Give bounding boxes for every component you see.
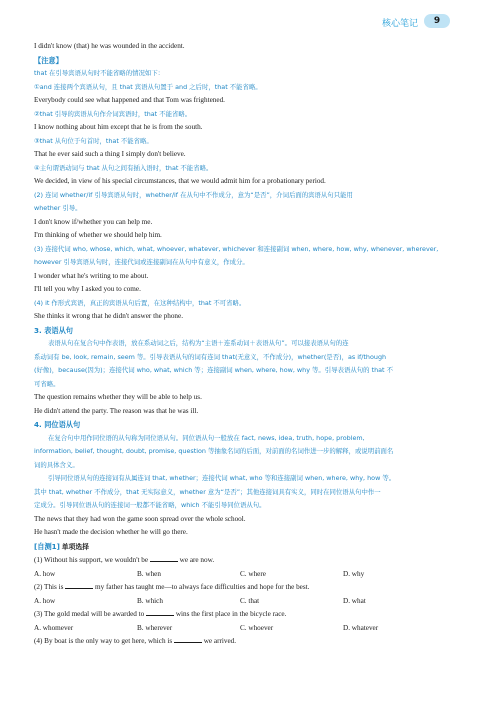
answer-option[interactable]: C. that <box>240 596 260 605</box>
text-line: 表语从句在复合句中作表语，放在系动词之后，结构为“主语＋连系动词＋表语从句”。可以接表语从句的连 <box>48 339 349 347</box>
answer-blank[interactable] <box>146 609 174 616</box>
section-heading: 3. 表语从句 <box>34 325 73 335</box>
text-line: Everybody could see what happened and that Tom was frightened. <box>34 96 225 104</box>
answer-option[interactable]: D. what <box>343 596 366 605</box>
answer-option[interactable]: A. how <box>34 569 56 578</box>
question-text: (3) The gold medal will be awarded to <box>34 610 145 618</box>
answer-option[interactable]: C. where <box>240 569 266 578</box>
option-row <box>34 568 448 582</box>
text-line: 词的具体含义。 <box>34 460 79 469</box>
text-line: He didn't attend the party. The reason was that he was ill. <box>34 406 199 415</box>
text-line: whether 引导。 <box>34 204 82 212</box>
text-line: however 引导宾语从句时，连接代词或连接副词在从句中有意义，作成分。 <box>34 258 249 266</box>
text-line: 可省略。 <box>34 379 60 388</box>
answer-option[interactable]: D. why <box>343 569 365 578</box>
text-line: ①and 连接两个宾语从句，且 that 宾语从句置于 and 之后时，that 不能省略。 <box>34 82 262 91</box>
question-list <box>34 554 448 649</box>
text-line: (3) 连接代词 who, whose, which, what, whoever, whatever, whichever 和连接副词 when, where, how, why, whenever, wherever, <box>34 244 439 253</box>
text-line: ③that 从句位于句首时，that 不能省略。 <box>34 136 153 145</box>
text-line: The news that they had won the game soon spread over the whole school. <box>34 514 246 523</box>
notes-lines <box>34 40 448 540</box>
text-line: I'll tell you why I asked you to come. <box>34 285 141 293</box>
text-line: The question remains whether they will be able to help us. <box>34 393 202 401</box>
answer-option[interactable]: A. whomever <box>34 623 74 632</box>
section-title: 核心笔记 <box>381 19 418 29</box>
text-line: ②that 引导的宾语从句作介词宾语时，that 不能省略。 <box>34 109 192 118</box>
text-line: He hasn't made the decision whether he will go there. <box>34 528 188 536</box>
page-number-badge: 9 <box>424 14 450 28</box>
question-text: (2) This is <box>34 583 64 591</box>
section-heading: 【注意】 <box>34 55 63 65</box>
question-text: (1) Without his support, we wouldn't be <box>34 556 149 564</box>
exercise-label: [自测1] <box>34 541 60 551</box>
option-row <box>34 622 448 636</box>
text-line: I know nothing about him except that he is from the south. <box>34 123 203 131</box>
text-line: (好像)，because(因为)；连接代词 who, what, which 等；连接副词 when, where, how, why 等。引导表语从句的 that 不 <box>34 366 393 374</box>
text-line: 系动词有 be, look, remain, seem 等。引导表语从句的词有连词 that(无意义，不作成分)，whether(是否)，as if/though <box>34 352 387 361</box>
answer-option[interactable]: D. whatever <box>343 623 379 632</box>
text-line: (4) it 作形式宾语，真正的宾语从句后置，在这种结构中，that 不可省略。 <box>34 298 246 307</box>
text-line: I don't know if/whether you can help me. <box>34 217 153 226</box>
text-line: information, belief, thought, doubt, promise, question 等抽象名词的后面，对前面的名词作进一步的解释，或说明前面名 <box>34 447 394 455</box>
exercise-title: 单项选择 <box>61 542 89 551</box>
exercise-section <box>34 540 448 649</box>
text-line: 定成分。引导同位语从句的连接词一般都不能省略，which 不能引导同位语从句。 <box>34 501 266 509</box>
answer-blank[interactable] <box>150 555 178 562</box>
page-header <box>0 14 480 32</box>
section-heading: 4. 同位语从句 <box>34 420 81 429</box>
notes-body <box>34 40 448 649</box>
question-stem <box>34 554 448 568</box>
question-text: (4) By boat is the only way to get here, which is <box>34 637 173 645</box>
answer-option[interactable]: B. which <box>137 596 163 605</box>
option-row <box>34 595 448 609</box>
text-line: ④主句谓语动词与 that 从句之间有插入语时，that 不能省略。 <box>34 163 213 172</box>
question-stem <box>34 608 448 622</box>
text-line: 其中 that, whether 不作成分，that 无实际意义，whether 意为“是否”；其他连接词具有实义，同时在同位语从句中作一 <box>34 487 381 496</box>
answer-option[interactable]: B. when <box>137 569 161 578</box>
text-line: 在复合句中用作同位语的从句称为同位语从句。同位语从句一般放在 fact, news, idea, truth, hope, problem, <box>48 433 365 442</box>
text-line: We decided, in view of his special circumstances, that we would admit him for a probationary period. <box>34 177 326 185</box>
question-stem <box>34 635 448 649</box>
text-line: that 在引导宾语从句时不能省略的情况如下： <box>34 69 165 77</box>
text-line: 引导同位语从句的连接词有从属连词 that, whether；连接代词 what, who 等和连接副词 when, where, why, how 等。 <box>48 474 396 482</box>
question-text-after: we are now. <box>179 556 215 564</box>
text-line: I wonder what he's writing to me about. <box>34 271 149 280</box>
answer-option[interactable]: C. whoever <box>240 623 274 632</box>
question-text-after: my father has taught me—to always face difficulties and hope for the best. <box>95 583 310 591</box>
question-stem <box>34 581 448 595</box>
answer-blank[interactable] <box>65 582 93 589</box>
text-line: (2) 连词 whether/if 引导宾语从句时，whether/if 在从句中不作成分，意为“是否”，介词后面的宾语从句只能用 <box>34 190 353 199</box>
text-line: I'm thinking of whether we should help him. <box>34 231 162 239</box>
answer-option[interactable]: B. wherever <box>137 623 173 632</box>
text-line: She thinks it wrong that he didn't answer the phone. <box>34 312 184 320</box>
question-text-after: we arrived. <box>203 637 237 645</box>
answer-option[interactable]: A. how <box>34 596 56 605</box>
text-line: I didn't know (that) he was wounded in the accident. <box>34 42 185 50</box>
answer-blank[interactable] <box>174 636 202 643</box>
text-line: That he ever said such a thing I simply don't believe. <box>34 150 186 158</box>
question-text-after: wins the first place in the bicycle race. <box>175 610 287 618</box>
